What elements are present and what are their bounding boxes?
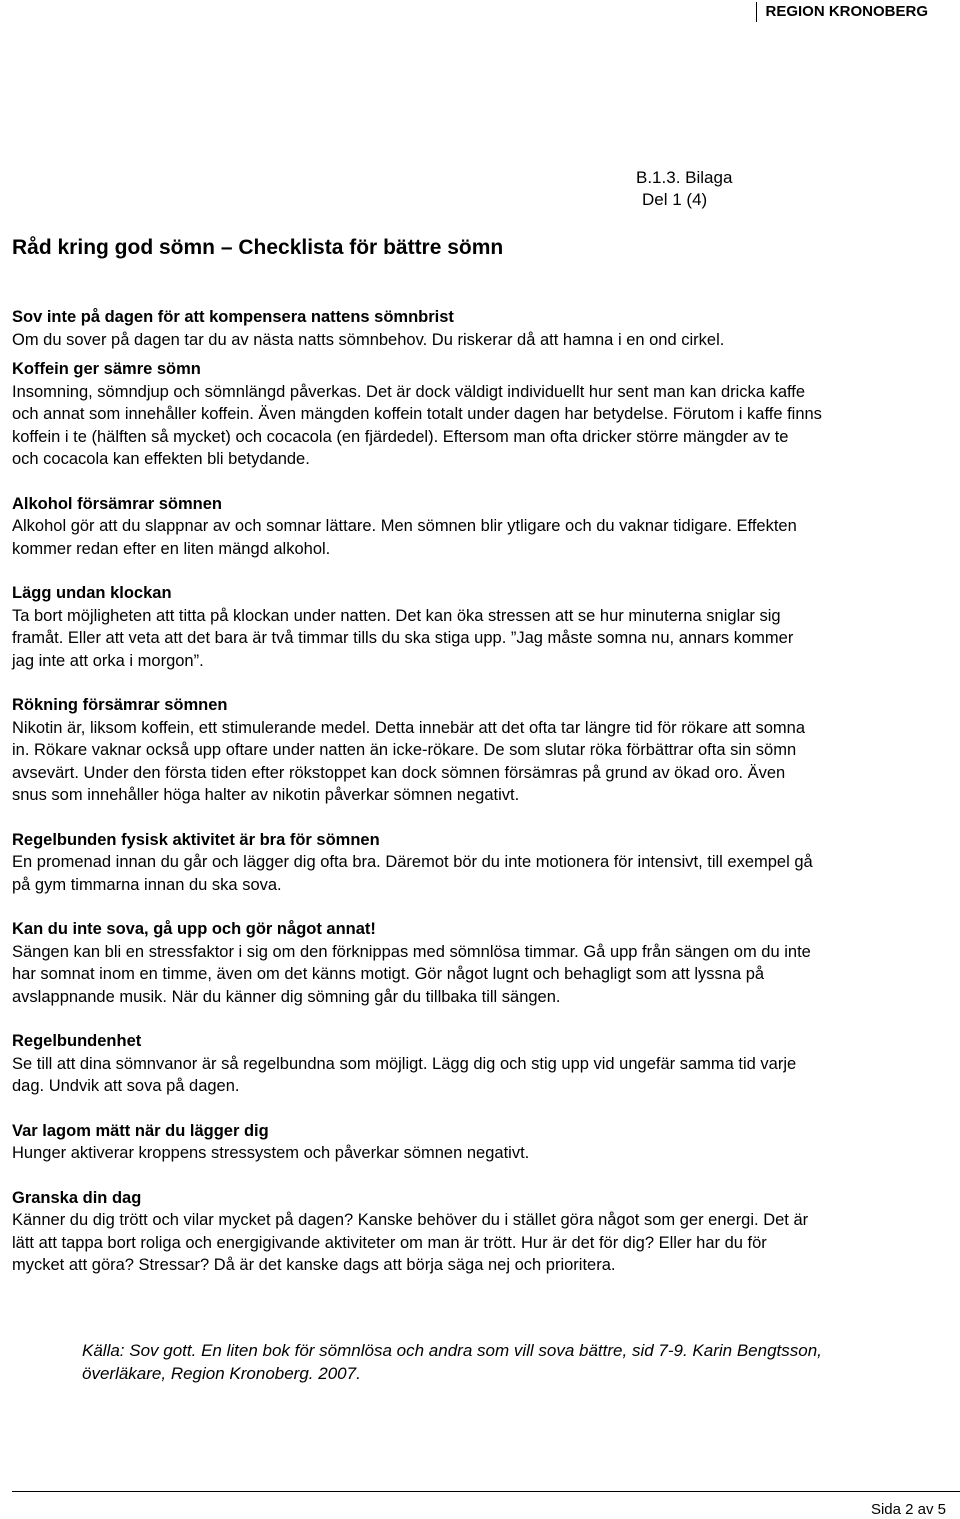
section-body: En promenad innan du går och lägger dig ofta bra. Däremot bör du inte motionera för intensivt, till exempel gå på gym timmarna innan du ska sova. [12,853,813,894]
source-citation: Källa: Sov gott. En liten bok för sömnlösa och andra som vill sova bättre, sid 7-9. Karin Bengtsson, överläkare, Region Kronoberg. 2007. [82,1341,822,1383]
section-heading: Var lagom mätt när du lägger dig [12,1121,269,1140]
section-get-up [12,918,960,1008]
section-clock [12,582,960,672]
section-body: Se till att dina sömnvanor är så regelbundna som möjligt. Lägg dig och stig upp vid ungefär samma tid varje dag. Undvik att sova på dagen. [12,1054,797,1095]
page-title: Råd kring god sömn – Checklista för bättre sömn [12,236,504,259]
document-reference [636,167,732,211]
section-physical-activity [12,829,960,897]
section-caffeine [12,358,960,471]
section-heading: Lägg undan klockan [12,584,172,602]
footer-divider [12,1491,960,1492]
section-body: Alkohol gör att du slappnar av och somnar lättare. Men sömnen blir ytligare och du vaknar tidigare. Effekten kommer redan efter en liten mängd alkohol. [12,517,797,558]
section-heading: Koffein ger sämre sömn [12,360,201,378]
section-daytime-sleep [12,306,960,351]
section-body: Nikotin är, liksom koffein, ett stimulerande medel. Detta innebär att det ofta tar längre tid för rökare att somna in. Rökare vaknar också upp oftare under natten än icke-rökare. De som slutar röka förbättrar ofta sin sömn avsevärt. Under den första tiden efter rökstoppet kan dock sömnen försämras på grund av ökad oro. Även snus som innehåller höga halter av nikotin påverkar sömnen negativt. [12,718,806,804]
doc-ref-line-1: B.1.3. Bilaga [636,168,733,187]
advice-sections [12,306,960,1299]
section-hunger [12,1120,960,1165]
section-body: Ta bort möjligheten att titta på klockan under natten. Det kan öka stressen att se hur minuterna sniglar sig framåt. Eller att veta att det bara är två timmar tills du ska stiga upp. ”Jag måste somna nu, annars kommer jag inte att orka i morgon”. [12,606,794,670]
section-smoking [12,694,960,807]
section-heading: Kan du inte sova, gå upp och gör något annat! [12,920,376,938]
section-review-day [12,1187,960,1277]
section-body: Insomning, sömndjup och sömnlängd påverkas. Det är dock väldigt individuellt hur sent man kan dricka kaffe och annat som innehåller koffein. Även mängden koffein totalt under dagen har betydelse. Förutom i kaffe finns koffein i te (hälften så mycket) och cocacola (en fjärdedel). Eftersom man ofta dricker större mängder av te och cocacola kan effekten bli betydande. [12,382,822,468]
section-heading: Sov inte på dagen för att kompensera nattens sömnbrist [12,308,454,326]
section-heading: Granska din dag [12,1188,142,1207]
section-body: Om du sover på dagen tar du av nästa natts sömnbehov. Du riskerar då att hamna i en ond cirkel. [12,330,725,349]
section-regularity [12,1030,960,1098]
organization-name: REGION KRONOBERG [756,2,928,22]
section-body: Hunger aktiverar kroppens stressystem och påverkar sömnen negativt. [12,1144,530,1162]
page-number: Sida 2 av 5 [870,1501,946,1518]
section-alcohol [12,493,960,561]
section-heading: Regelbunden fysisk aktivitet är bra för sömnen [12,830,380,849]
section-body: Känner du dig trött och vilar mycket på dagen? Kanske behöver du i stället göra något som ger energi. Det är lätt att tappa bort roliga och energigivande aktiviteter om man är trött. Hur är det för dig? Eller har du för mycket att göra? Stressar? Då är det kanske dags att börja säga nej och prioritera. [12,1211,809,1274]
section-body: Sängen kan bli en stressfaktor i sig om den förknippas med sömnlösa timmar. Gå upp från sängen om du inte har somnat inom en timme, även om det känns motigt. Gör något lugnt och behagligt som att lyssna på avslappnande musik. När du känner dig sömning går du tillbaka till sängen. [12,942,811,1006]
section-heading: Rökning försämrar sömnen [12,696,228,714]
section-heading: Alkohol försämrar sömnen [12,494,222,513]
doc-ref-line-2: Del 1 (4) [642,190,708,209]
section-heading: Regelbundenhet [12,1032,142,1050]
